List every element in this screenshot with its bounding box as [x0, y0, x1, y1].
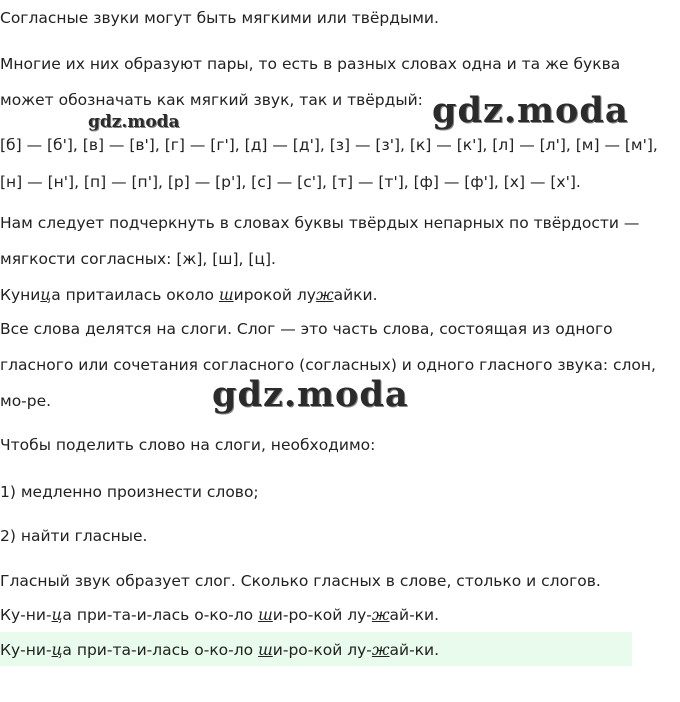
text-line: гласного или сочетания согласного (согласных) и одного гласного звука: слон, — [0, 356, 656, 374]
syllable-division: Ку-ни-ца при-та-и-лась о-ко-ло ши-ро-кой лу-жай-ки. — [0, 606, 440, 624]
text-line: [н] — [н'], [п] — [п'], [р] — [р'], [с] — [с'], [т] — [т'], [ф] — [ф'], [х] — [х']. — [0, 173, 581, 191]
watermark-logo: gdz.moda — [432, 90, 629, 131]
syllable-division-answer: Ку-ни-ца при-та-и-лась о-ко-ло ши-ро-кой лу-жай-ки. — [0, 641, 440, 659]
text-line: Гласный звук образует слог. Сколько гласных в слове, столько и слогов. — [0, 572, 601, 590]
text-line: 1) медленно произнести слово; — [0, 483, 259, 501]
underlined-letter: ц — [40, 286, 52, 304]
underlined-letter: ж — [371, 606, 390, 624]
watermark-logo: gdz.moda — [212, 374, 409, 415]
text-line: [б] — [б'], [в] — [в'], [г] — [г'], [д] — [д'], [з] — [з'], [к] — [к'], [л] — [л'], [м] — [м'], — [0, 136, 658, 154]
underlined-letter: ш — [258, 641, 273, 659]
text-line: Все слова делятся на слоги. Слог — это часть слова, состоящая из одного — [0, 320, 613, 338]
text-line: 2) найти гласные. — [0, 527, 148, 545]
text-line: Нам следует подчеркнуть в словах буквы твёрдых непарных по твёрдости — — [0, 214, 640, 232]
watermark-logo-small: gdz.moda — [88, 112, 180, 132]
example-sentence: Куница притаилась около широкой лужайки. — [0, 286, 378, 304]
underlined-letter: ц — [51, 606, 63, 624]
underlined-letter: ж — [315, 286, 334, 304]
text-line: Чтобы поделить слово на слоги, необходимо: — [0, 436, 376, 454]
text-line: может обозначать как мягкий звук, так и твёрдый: — [0, 91, 423, 109]
text-line: мягкости согласных: [ж], [ш], [ц]. — [0, 250, 276, 268]
underlined-letter: ц — [51, 641, 63, 659]
text-line: мо-ре. — [0, 392, 52, 410]
underlined-letter: ш — [218, 286, 234, 304]
text-line: Многие их них образуют пары, то есть в разных словах одна и та же буква — [0, 55, 621, 73]
underlined-letter: ш — [258, 606, 273, 624]
underlined-letter: ж — [371, 641, 390, 659]
text-line: Согласные звуки могут быть мягкими или твёрдыми. — [0, 9, 439, 27]
